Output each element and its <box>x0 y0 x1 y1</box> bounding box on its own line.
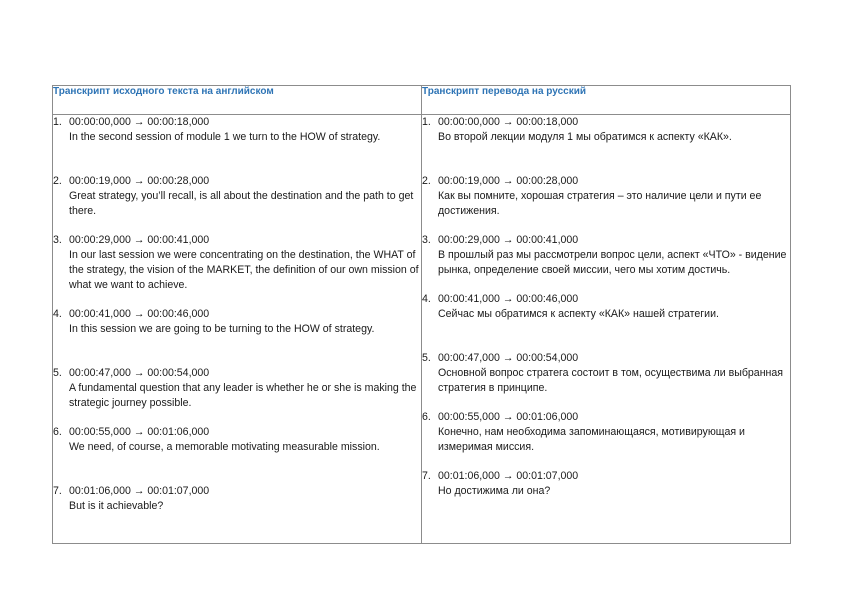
entry-timestamp: 00:00:19,000 → 00:00:28,000 <box>438 175 579 187</box>
translation-entry-7 <box>422 469 790 514</box>
translation-entry-4 <box>422 292 790 337</box>
transcript-table <box>52 85 791 544</box>
source-entry-3 <box>53 233 421 293</box>
entry-timestamp: 00:00:00,000 → 00:00:18,000 <box>438 116 579 128</box>
entry-timestamp: 00:01:06,000 → 00:01:07,000 <box>69 485 210 497</box>
entry-timestamp: 00:00:41,000 → 00:00:46,000 <box>69 308 210 320</box>
entry-text: Во второй лекции модуля 1 мы обратимся к аспекту «КАК». <box>438 131 732 143</box>
entry-text: We need, of course, a memorable motivating measurable mission. <box>69 441 380 453</box>
entry-text: Great strategy, you’ll recall, is all about the destination and the path to get there. <box>69 190 414 217</box>
entry-number: 2. <box>422 175 431 187</box>
entry-timestamp: 00:00:55,000 → 00:01:06,000 <box>438 411 579 423</box>
entry-number: 6. <box>422 411 431 423</box>
entry-text: In the second session of module 1 we turn to the HOW of strategy. <box>69 131 381 143</box>
body-row <box>53 115 791 544</box>
source-column-header: Транскрипт исходного текста на английском <box>53 86 422 115</box>
translation-entry-2 <box>422 174 790 219</box>
entry-timestamp: 00:00:55,000 → 00:01:06,000 <box>69 426 210 438</box>
entry-timestamp: 00:00:47,000 → 00:00:54,000 <box>69 367 210 379</box>
entry-text: Как вы помните, хорошая стратегия – это наличие цели и пути ее достижения. <box>438 190 762 217</box>
entry-text: But is it achievable? <box>69 500 164 512</box>
entry-number: 3. <box>422 234 431 246</box>
entry-text: Основной вопрос стратега состоит в том, осуществима ли выбранная стратегия в принципе. <box>438 367 784 394</box>
entry-text: Но достижима ли она? <box>438 485 551 497</box>
entry-timestamp: 00:00:29,000 → 00:00:41,000 <box>438 234 579 246</box>
source-entry-list <box>53 115 421 529</box>
header-row <box>53 86 791 115</box>
entry-timestamp: 00:01:06,000 → 00:01:07,000 <box>438 470 579 482</box>
source-entry-4 <box>53 307 421 352</box>
entry-number: 4. <box>422 293 431 305</box>
translation-column-header: Транскрипт перевода на русский <box>422 86 791 115</box>
entry-text: In our last session we were concentrating on the destination, the WHAT of the strategy, the vision of the MARKET, the definition of our own mission of what we want to achieve. <box>69 249 419 291</box>
source-entry-7 <box>53 484 421 529</box>
entry-timestamp: 00:00:00,000 → 00:00:18,000 <box>69 116 210 128</box>
entry-number: 2. <box>53 175 62 187</box>
entry-text: В прошлый раз мы рассмотрели вопрос цели, аспект «ЧТО» - видение рынка, определение своей миссии, чего мы хотим достичь. <box>438 249 787 276</box>
translation-transcript-cell <box>422 115 791 544</box>
entry-number: 7. <box>53 485 62 497</box>
translation-entry-5 <box>422 351 790 396</box>
entry-number: 3. <box>53 234 62 246</box>
entry-timestamp: 00:00:29,000 → 00:00:41,000 <box>69 234 210 246</box>
source-entry-5 <box>53 366 421 411</box>
translation-entry-3 <box>422 233 790 278</box>
entry-number: 1. <box>53 116 62 128</box>
entry-timestamp: 00:00:47,000 → 00:00:54,000 <box>438 352 579 364</box>
entry-number: 5. <box>53 367 62 379</box>
entry-text: A fundamental question that any leader is whether he or she is making the strategic journey possible. <box>69 382 417 409</box>
entry-text: Конечно, нам необходима запоминающаяся, мотивирующая и измеримая миссия. <box>438 426 745 453</box>
translation-entry-list <box>422 115 790 514</box>
source-entry-2 <box>53 174 421 219</box>
entry-number: 5. <box>422 352 431 364</box>
source-entry-1 <box>53 115 421 160</box>
entry-text: In this session we are going to be turning to the HOW of strategy. <box>69 323 375 335</box>
translation-entry-1 <box>422 115 790 160</box>
entry-timestamp: 00:00:41,000 → 00:00:46,000 <box>438 293 579 305</box>
entry-number: 7. <box>422 470 431 482</box>
source-transcript-cell <box>53 115 422 544</box>
entry-number: 1. <box>422 116 431 128</box>
entry-timestamp: 00:00:19,000 → 00:00:28,000 <box>69 175 210 187</box>
translation-entry-6 <box>422 410 790 455</box>
entry-number: 6. <box>53 426 62 438</box>
source-entry-6 <box>53 425 421 470</box>
entry-text: Сейчас мы обратимся к аспекту «КАК» нашей стратегии. <box>438 308 719 320</box>
entry-number: 4. <box>53 308 62 320</box>
